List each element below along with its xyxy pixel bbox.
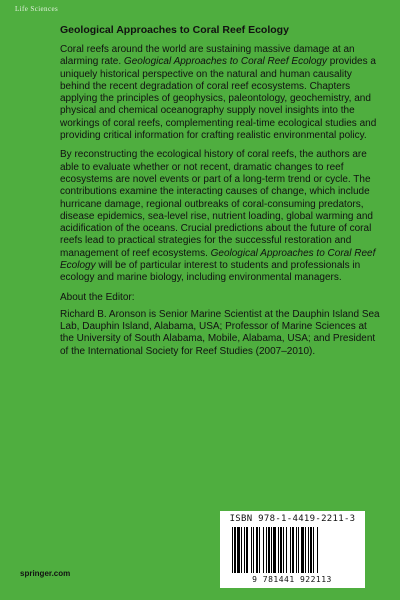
- publisher-url: springer.com: [20, 569, 71, 578]
- barcode-bar: [296, 527, 297, 573]
- barcode-bar: [286, 527, 287, 573]
- barcode-bar: [266, 527, 267, 573]
- barcode-bar: [234, 527, 236, 573]
- barcode-bar: [280, 527, 282, 573]
- barcode-bar: [298, 527, 299, 573]
- barcode-bar: [253, 527, 254, 573]
- isbn-barcode: [220, 511, 365, 588]
- barcode-bar: [268, 527, 270, 573]
- barcode-bar: [292, 527, 294, 573]
- barcode-bar: [283, 527, 284, 573]
- barcode-bar: [271, 527, 272, 573]
- description-paragraph-1: Coral reefs around the world are sustaining massive damage at an alarming rate. Geological Approaches to Coral Reef Ecology provides a uniquely historical perspective on the natural and human causality behind the recent degradation of coral reef ecosystems. Chapters applying the principles of geophysics, paleontology, geochemistry, and physical and chemical oceanography supply novel insights into the workings of coral reefs, complementing real-time ecological studies and providing critical information for crafting realistic environmental policy.: [60, 44, 377, 142]
- back-cover-text: [60, 24, 380, 365]
- barcode-bar: [244, 527, 245, 573]
- barcode-bar: [246, 527, 248, 573]
- barcode-bar: [251, 527, 252, 573]
- editor-bio: Richard B. Aronson is Senior Marine Scientist at the Dauphin Island Sea Lab, Dauphin Island, Alabama, USA; Professor of Marine Sciences at the University of South Alabama, Mobile, Alabama, USA; and President of the International Society for Reef Studies (2007–2010).: [60, 308, 380, 357]
- barcode-bar: [305, 527, 306, 573]
- barcode-bar: [313, 527, 314, 573]
- barcode-bar: [241, 527, 242, 573]
- barcode-bar: [273, 527, 276, 573]
- ean-digits: 9 781441 922113: [252, 575, 332, 584]
- barcode-bar: [259, 527, 260, 573]
- barcode-bar: [232, 527, 233, 573]
- barcode-bar: [237, 527, 240, 573]
- series-label: Life Sciences: [15, 5, 59, 13]
- barcode-bars: [232, 527, 355, 573]
- description-paragraph-2: By reconstructing the ecological history of coral reefs, the authors are able to evaluate whether or not recent, dramatic changes to reef ecosystems are novel events or part of a long-term trend or cycle. The contributions examine the interacting causes of change, which include hurricane damage, regional outbreaks of coral-consuming predators, disease epidemics, sea-level rise, nutrient loading, global warming and acidification of the oceans. Crucial predictions about the future of coral reefs lead to practical strategies for the successful restoration and management of reef ecosystems. Geological Approaches to Coral Reef Ecology will be of particular interest to students and professionals in ecology and marine biology, including environmental managers.: [60, 149, 376, 284]
- barcode-bar: [310, 527, 312, 573]
- barcode-bar: [290, 527, 291, 573]
- barcode-bar: [308, 527, 309, 573]
- barcode-bar: [301, 527, 304, 573]
- barcode-bar: [278, 527, 279, 573]
- book-title: Geological Approaches to Coral Reef Ecology: [60, 24, 289, 36]
- isbn-number: ISBN 978-1-4419-2211-3: [229, 514, 356, 524]
- barcode-bar: [263, 527, 264, 573]
- barcode-bar: [256, 527, 258, 573]
- editor-heading: About the Editor:: [60, 291, 135, 303]
- barcode-bar: [317, 527, 318, 573]
